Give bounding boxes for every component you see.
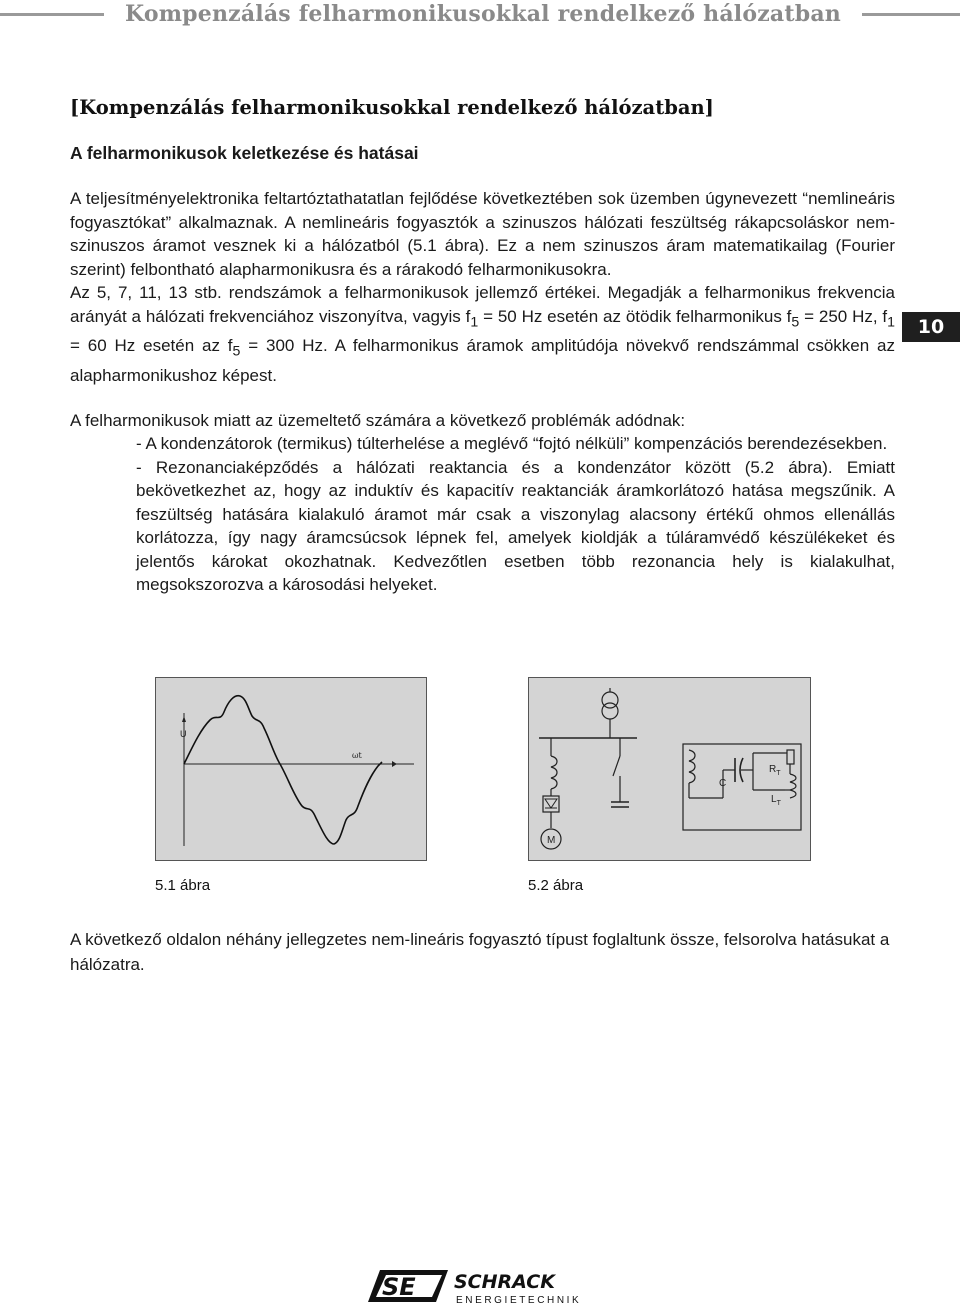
brand-tagline: ENERGIETECHNIK: [456, 1295, 582, 1306]
problem-list: [70, 432, 895, 597]
list-item: - A kondenzátorok (termikus) túlterhelése a meglévő “fojtó nélküli” kompenzációs berendezésekben.: [136, 434, 888, 454]
figure-waveform: [155, 677, 427, 861]
header-rule-left: [0, 13, 104, 16]
section-title: [Kompenzálás felharmonikusokkal rendelkező hálózatban]: [70, 96, 714, 119]
paragraph-intro: A teljesítményelektronika feltartóztathatatlan fejlődése következtében sok üzemben úgynevezett “nemlineáris fogyasztókat” alkalmaznak. A nemlineáris fogyasztók a szinuszos hálózati feszültség rákapcsoláskor nem-szinuszos áramot vesznek ki a hálózatból (5.1 ábra). Ez a nem szinuszos áram matematikailag (Fourier szerint) felbontható alapharmonikusra és a rárakodó felharmonikusokra.: [70, 189, 895, 279]
resistance-label: $R_T$: [769, 764, 781, 777]
header-rule-right: [862, 13, 960, 16]
logo-mark: SE: [382, 1273, 416, 1301]
inductance-label: $L_T$: [771, 794, 781, 807]
brand-name: SCHRACK: [454, 1271, 555, 1293]
axis-label-u: U: [180, 729, 187, 739]
figure-caption-5-2: 5.2 ábra: [528, 877, 584, 894]
axis-label-wt: ωt: [352, 751, 362, 760]
page-number-tab: 10: [902, 312, 960, 342]
paragraph-harmonic-orders: Az 5, 7, 11, 13 stb. rendszámok a felharmonikusok jellemző értékei. Megadják a felharmonikus frekvencia arányát a hálózati frekvenciához viszonyítva, vagyis $f_1 = 50$ Hz esetén az ötödik felharmonikus $f_5 = 250$ Hz, $f_1 = 60$ Hz esetén az $f_5 = 300$ Hz. A felharmonikus áramok amplitúdója növekvő rendszámmal csökken az alapharmonikushoz képest.: [70, 283, 895, 386]
main-content: [70, 96, 895, 597]
list-item: - Rezonanciaképződés a hálózati reaktancia és a kondenzátor között (5.2 ábra). Emiatt bekövetkezhet az, hogy az induktív és kapacitív reaktanciák áramkorlátozó hatása megszűnik. A feszültség hatására kialakuló áramot már csak a viszonylag alacsony értékű ohmos ellenállás korlátozza, így nagy áramcsúcsok lépnek fel, amelyek kioldják a túláramvédő készülékeket és jelentős károkat okozhatnak. Kedvezőtlen esetben több rezonancia hely is kialakulhat, megsokszorozva a károsodási helyeket.: [136, 457, 895, 595]
running-header: [0, 0, 960, 34]
running-title: Kompenzálás felharmonikusokkal rendelkező hálózatban: [124, 1, 841, 27]
schrack-logo: [368, 1266, 598, 1306]
capacitor-label: C: [719, 778, 727, 789]
paragraph-closing: A következő oldalon néhány jellegzetes nem-lineáris fogyasztó típust foglaltunk össze, felsorolva hatásukat a hálózatra.: [70, 930, 890, 974]
figure-caption-5-1: 5.1 ábra: [155, 877, 211, 894]
figure-circuit: [528, 677, 811, 861]
paragraph-problems-intro: A felharmonikusok miatt az üzemeltető számára a következő problémák adódnak:: [70, 410, 686, 430]
subheading: A felharmonikusok keletkezése és hatásai: [70, 143, 419, 163]
motor-label: M: [547, 835, 556, 846]
